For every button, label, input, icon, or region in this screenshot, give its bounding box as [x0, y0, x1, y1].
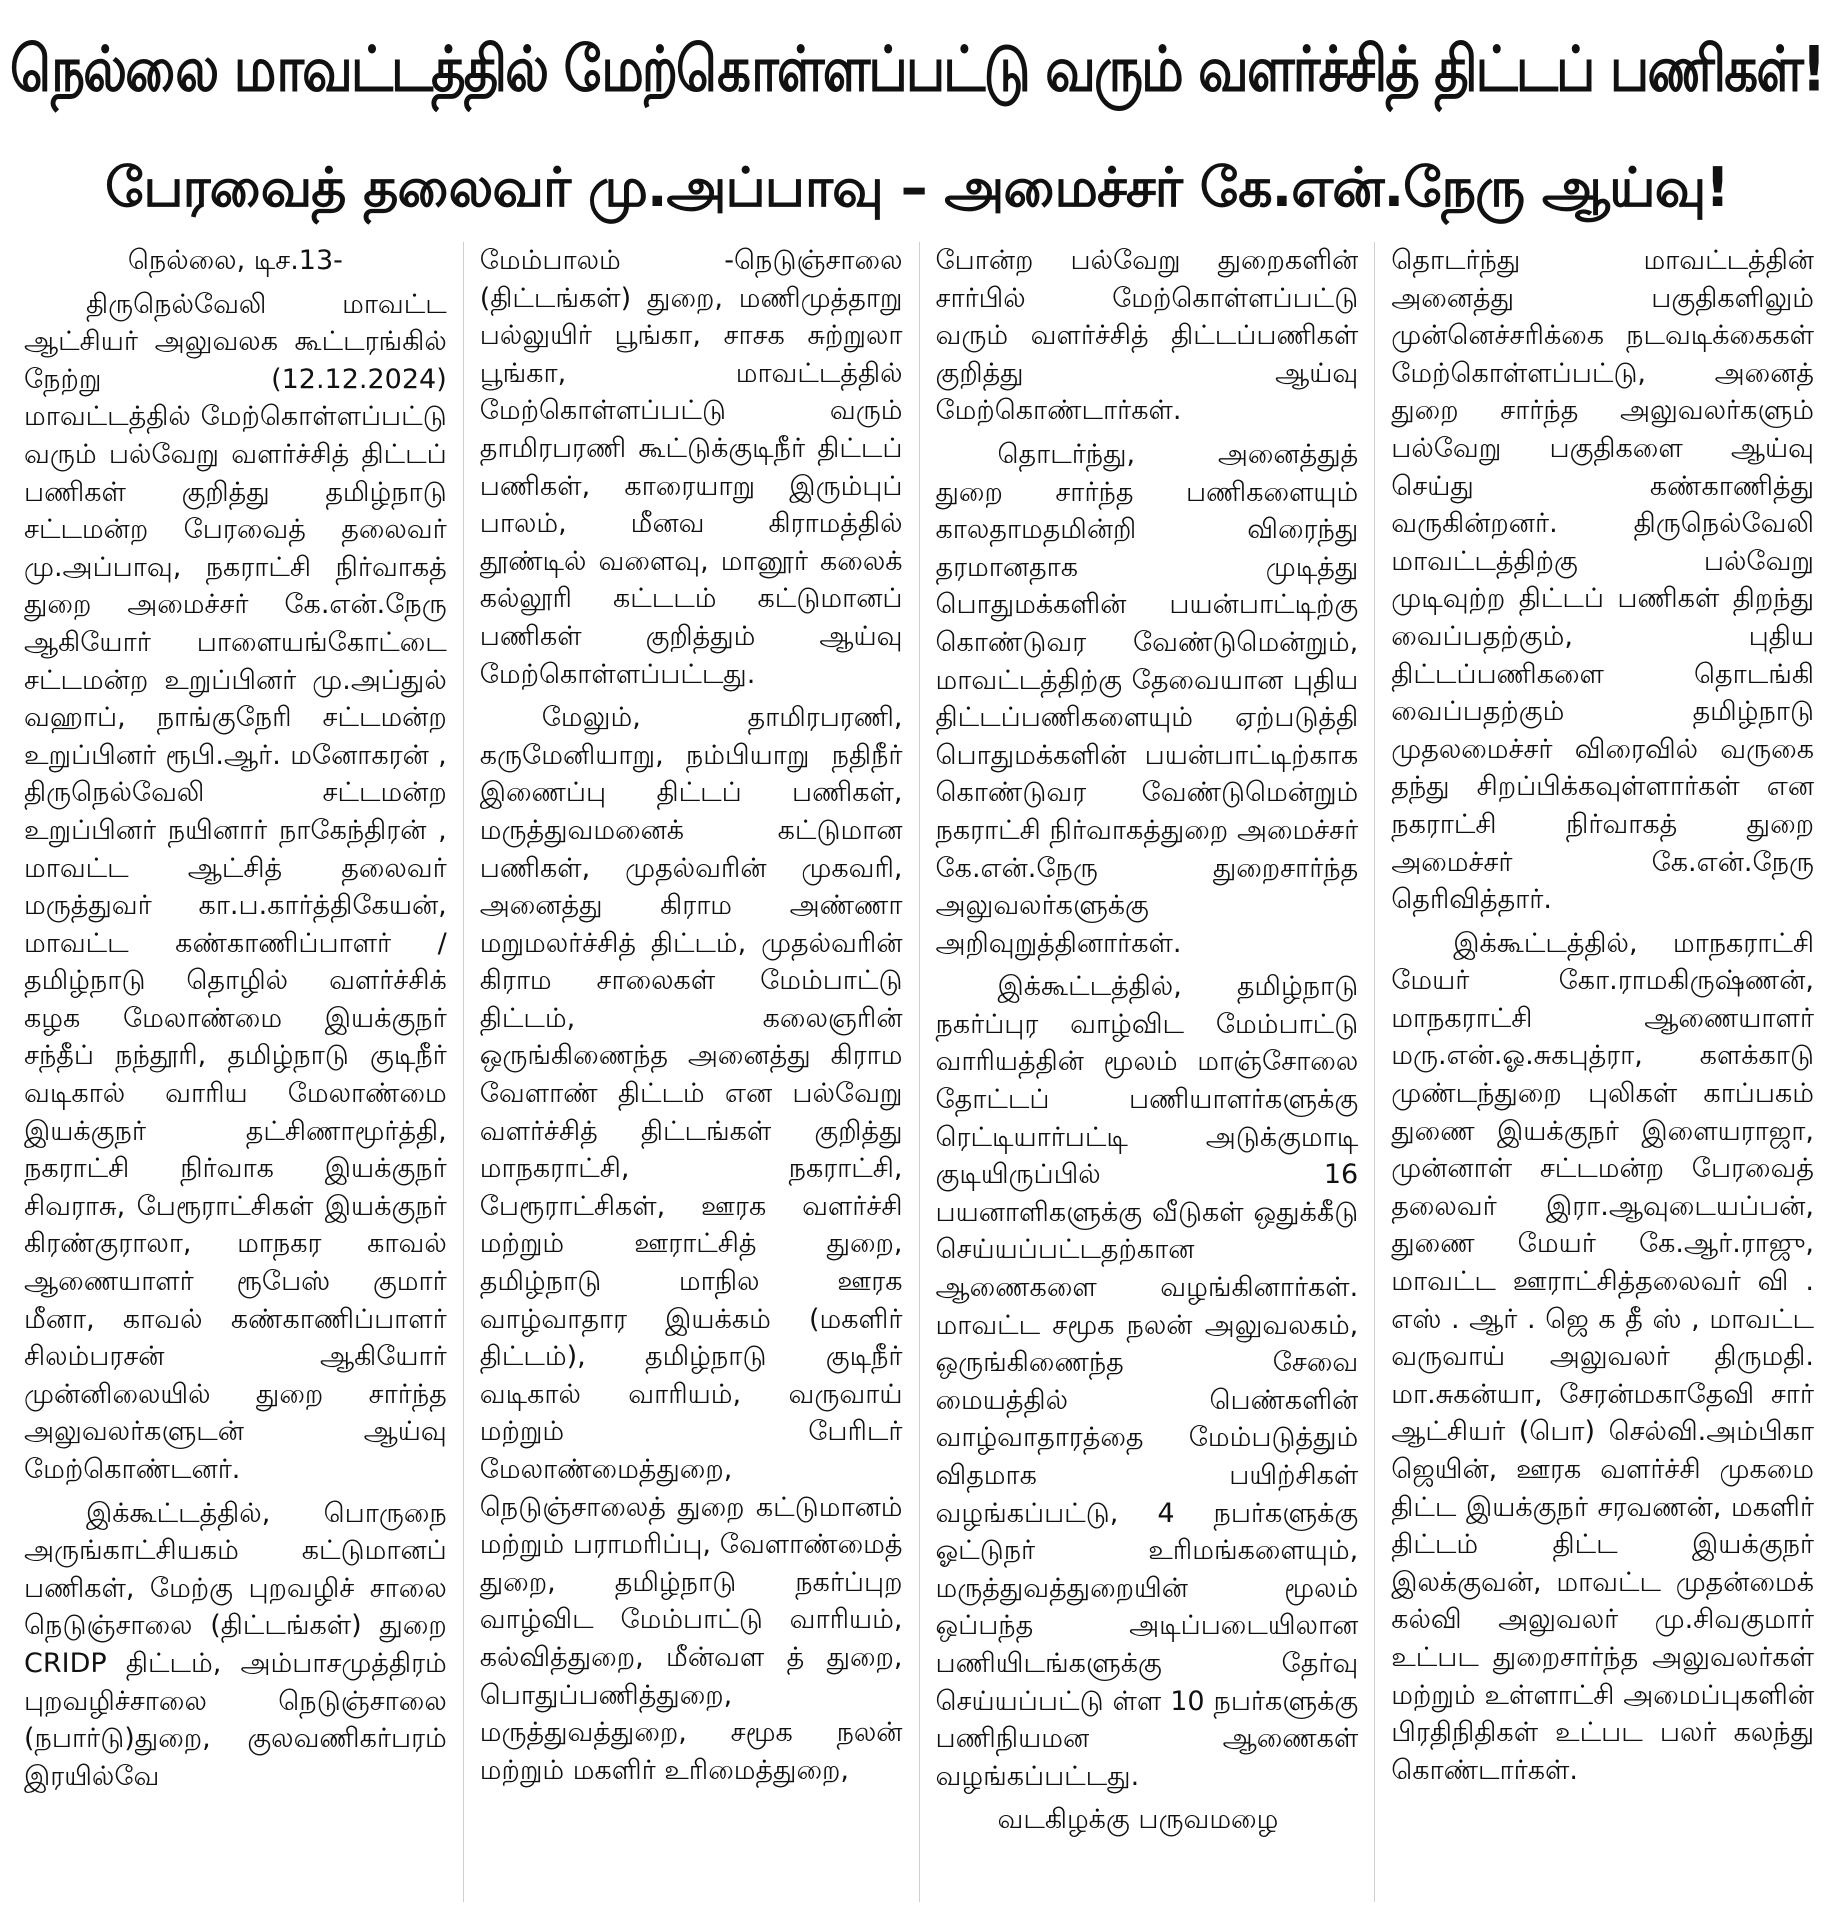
- article-body: [8, 242, 1830, 1902]
- paragraph: இக்கூட்டத்தில், தமிழ்நாடு நகர்ப்புர வாழ்விட மேம்பாட்டு வாரியத்தின் மூலம் மாஞ்சோலை தோட்டப் பணியாளர்களுக்கு ரெட்டியார்பட்டி அடுக்குமாடி குடியிருப்பில் 16 பயனாளிகளுக்கு வீடுகள் ஒதுக்கீடு செய்யப்பட்டதற்கான ஆணைகளை வழங்கினார்கள். மாவட்ட சமூக நலன் அலுவலகம், ஒருங்கிணைந்த சேவை மையத்தில் பெண்களின் வாழ்வாதாரத்தை மேம்படுத்தும் விதமாக பயிற்சிகள் வழங்கப்பட்டு, 4 நபர்களுக்கு ஓட்டுநர் உரிமங்களையும், மருத்துவத்துறையின் மூலம் ஒப்பந்த அடிப்படையிலான பணியிடங்களுக்கு தேர்வு செய்யப்பட்டு ள்ள 10 நபர்களுக்கு பணிநியமன ஆணைகள் வழங்கப்பட்டது.: [935, 971, 1359, 1792]
- subheadline: பேரவைத் தலைவர் மு.அப்பாவு – அமைச்சர் கே.என்.நேரு ஆய்வு!: [105, 156, 1729, 219]
- paragraph: தொடர்ந்து மாவட்டத்தின் அனைத்து பகுதிகளிலும் முன்னெச்சரிக்கை நடவடிக்கைகள் மேற்கொள்ளப்பட்டு, அனைத் துறை சார்ந்த அலுவலர்களும் பல்வேறு பகுதிகளை ஆய்வு செய்து கண்காணித்து வருகின்றனர். திருநெல்வேலி மாவட்டத்திற்கு பல்வேறு முடிவுற்ற திட்டப் பணிகள் திறந்து வைப்பதற்கும், புதிய திட்டப்பணிகளை தொடங்கி வைப்பதற்கும் தமிழ்நாடு முதலமைச்சர் விரைவில் வருகை தந்து சிறப்பிக்கவுள்ளார்கள் என நகராட்சி நிர்வாகத் துறை அமைச்சர் கே.என்.நேரு தெரிவித்தார்.: [1391, 245, 1814, 916]
- paragraph: இக்கூட்டத்தில், மாநகராட்சி மேயர் கோ.ராமகிருஷ்ணன், மாநகராட்சி ஆணையாளர் மரு.என்.ஓ.சுகபுத்ரா, களக்காடு முண்டந்துறை புலிகள் காப்பகம் துணை இயக்குநர் இளையராஜா, முன்னாள் சட்டமன்ற பேரவைத் தலைவர் இரா.ஆவுடையப்பன், துணை மேயர் கே.ஆர்.ராஜு, மாவட்ட ஊராட்சித்தலைவர் வி . எஸ் . ஆர் . ஜெ க தீ ஸ் , மாவட்ட வருவாய் அலுவலர் திருமதி. மா.சுகன்யா, சேரன்மகாதேவி சார் ஆட்சியர் (பொ) செல்வி.அம்பிகா ஜெயின், ஊரக வளர்ச்சி முகமை திட்ட இயக்குநர் சரவணன், மகளிர் திட்டம் திட்ட இயக்குநர் இலக்குவன், மாவட்ட முதன்மைக் கல்வி அலுவலர் மு.சிவகுமார் உட்பட துறைசார்ந்த அலுவலர்கள் மற்றும் உள்ளாட்சி அமைப்புகளின் பிரதிநிதிகள் உட்பட பலர் கலந்து கொண்டார்கள்.: [1391, 927, 1814, 1786]
- paragraph: வடகிழக்கு பருவமழை: [997, 1804, 1279, 1836]
- paragraph: போன்ற பல்வேறு துறைகளின் சார்பில் மேற்கொள்ளப்பட்டு வரும் வளர்ச்சித் திட்டப்பணிகள் குறித்து ஆய்வு மேற்கொண்டார்கள்.: [935, 245, 1359, 427]
- headline: நெல்லை மாவட்டத்தில் மேற்கொள்ளப்பட்டு வரும் வளர்ச்சித் திட்டப் பணிகள்!: [9, 34, 1825, 107]
- paragraph: தொடர்ந்து, அனைத்துத் துறை சார்ந்த பணிகளையும் காலதாமதமின்றி விரைந்து தரமானதாக முடித்து பொதுமக்களின் பயன்பாட்டிற்கு கொண்டுவர வேண்டுமென்றும், மாவட்டத்திற்கு தேவையான புதிய திட்டப்பணிகளையும் ஏற்படுத்தி பொதுமக்களின் பயன்பாட்டிற்காக கொண்டுவர வேண்டுமென்றும் நகராட்சி நிர்வாகத்துறை அமைச்சர் கே.என்.நேரு துறைசார்ந்த அலுவலர்களுக்கு அறிவுறுத்தினார்கள்.: [935, 438, 1359, 959]
- column-3: [919, 242, 1375, 1902]
- paragraph: திருநெல்வேலி மாவட்ட ஆட்சியர் அலுவலக கூட்டரங்கில் நேற்று (12.12.2024) மாவட்டத்தில் மேற்கொள்ளப்பட்டு வரும் பல்வேறு வளர்ச்சித் திட்டப் பணிகள் குறித்து தமிழ்நாடு சட்டமன்ற பேரவைத் தலைவர் மு.அப்பாவு, நகராட்சி நிர்வாகத் துறை அமைச்சர் கே.என்.நேரு ஆகியோர் பாளையங்கோட்டை சட்டமன்ற உறுப்பினர் மு.அப்துல் வஹாப், நாங்குநேரி சட்டமன்ற உறுப்பினர் ரூபி.ஆர். மனோகரன் , திருநெல்வேலி சட்டமன்ற உறுப்பினர் நயினார் நாகேந்திரன் , மாவட்ட ஆட்சித் தலைவர் மருத்துவர் கா.ப.கார்த்திகேயன், மாவட்ட கண்காணிப்பாளர் /தமிழ்நாடு தொழில் வளர்ச்சிக் கழக மேலாண்மை இயக்குநர் சந்தீப் நந்தூரி, தமிழ்நாடு குடிநீர் வடிகால் வாரிய மேலாண்மை இயக்குநர் தட்சிணாமூர்த்தி, நகராட்சி நிர்வாக இயக்குநர் சிவராசு, பேரூராட்சிகள் இயக்குநர் கிரண்குராலா, மாநகர காவல் ஆணையாளர் ரூபேஸ் குமார் மீனா, காவல் கண்காணிப்பாளர் சிலம்பரசன் ஆகியோர் முன்னிலையில் துறை சார்ந்த அலுவலர்களுடன் ஆய்வு மேற்கொண்டனர்.: [24, 288, 447, 1485]
- paragraph: மேம்பாலம் -நெடுஞ்சாலை (திட்டங்கள்) துறை, மணிமுத்தாறு பல்லுயிர் பூங்கா, சாசக சுற்றுலா பூங்கா, மாவட்டத்தில் மேற்கொள்ளப்பட்டு வரும் தாமிரபரணி கூட்டுக்குடிநீர் திட்டப் பணிகள், காரையாறு இரும்புப் பாலம், மீனவ கிராமத்தில் தூண்டில் வளைவு, மானூர் கலைக் கல்லூரி கட்டடம் கட்டுமானப் பணிகள் குறித்தும் ஆய்வு மேற்கொள்ளப்பட்டது.: [479, 245, 903, 690]
- paragraph: இக்கூட்டத்தில், பொருநை அருங்காட்சியகம் கட்டுமானப் பணிகள், மேற்கு புறவழிச் சாலை நெடுஞ்சாலை (திட்டங்கள்) துறை CRIDP திட்டம், அம்பாசமுத்திரம் புறவழிச்சாலை நெடுஞ்சாலை (நபார்டு)துறை, குலவணிகர்பரம் இரயில்வே: [24, 1497, 447, 1792]
- column-1: [8, 242, 463, 1902]
- paragraph: மேலும், தாமிரபரணி, கருமேனியாறு, நம்பியாறு நதிநீர் இணைப்பு திட்டப் பணிகள், மருத்துவமனைக் கட்டுமான பணிகள், முதல்வரின் முகவரி, அனைத்து கிராம அண்ணா மறுமலர்ச்சித் திட்டம், முதல்வரின் கிராம சாலைகள் மேம்பாட்டு திட்டம், கலைஞரின் ஒருங்கிணைந்த அனைத்து கிராம வேளாண் திட்டம் என பல்வேறு வளர்ச்சித் திட்டங்கள் குறித்து மாநகராட்சி, நகராட்சி, பேரூராட்சிகள், ஊரக வளர்ச்சி மற்றும் ஊராட்சித் துறை, தமிழ்நாடு மாநில ஊரக வாழ்வாதார இயக்கம் (மகளிர் திட்டம்), தமிழ்நாடு குடிநீர் வடிகால் வாரியம், வருவாய் மற்றும் பேரிடர் மேலாண்மைத்துறை, நெடுஞ்சாலைத் துறை கட்டுமானம் மற்றும் பராமரிப்பு, வேளாண்மைத் துறை, தமிழ்நாடு நகர்ப்புற வாழ்விட மேம்பாட்டு வாரியம், கல்வித்துறை, மீன்வள த் துறை, பொதுப்பணித்துறை, மருத்துவத்துறை, சமூக நலன் மற்றும் மகளிர் உரிமைத்துறை,: [479, 702, 903, 1786]
- column-2: [463, 242, 919, 1902]
- column-4: [1374, 242, 1830, 1902]
- dateline: நெல்லை, டிச.13-: [127, 245, 343, 276]
